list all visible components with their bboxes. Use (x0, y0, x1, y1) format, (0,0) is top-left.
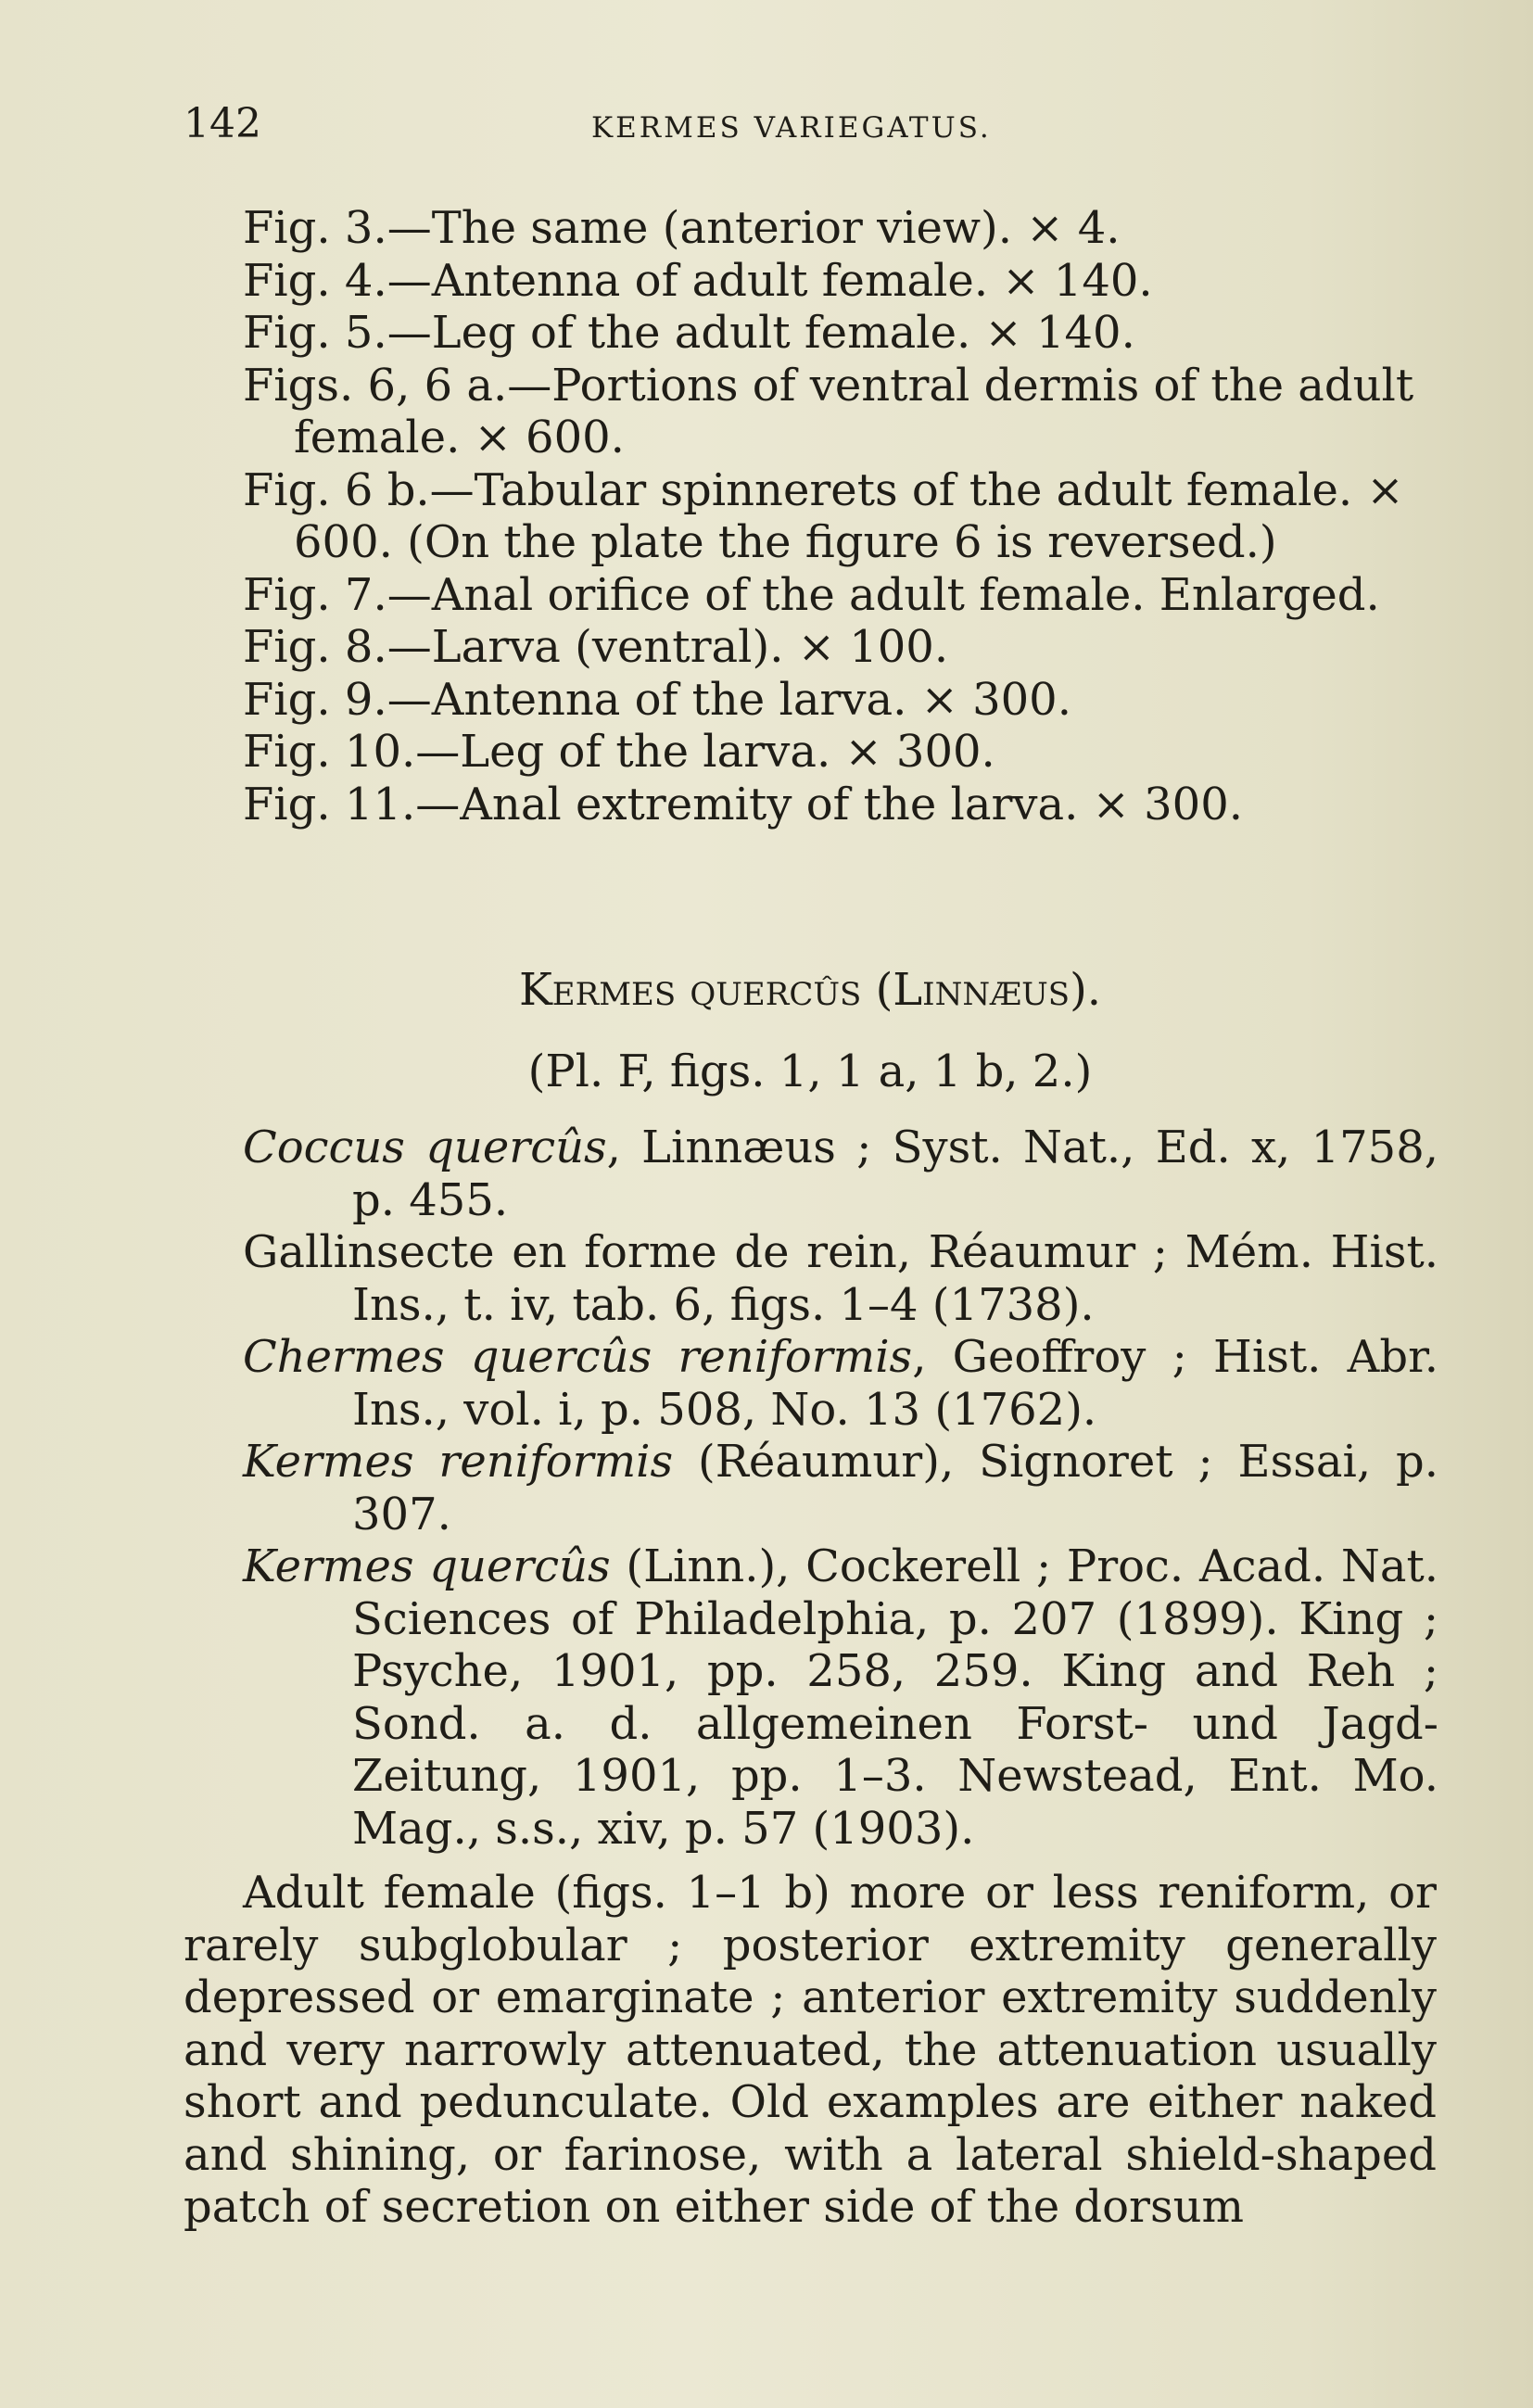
taxon-name: Coccus quercûs (243, 1122, 607, 1173)
synonymy-entry (243, 1436, 1438, 1540)
species-title: Kermes quercûs (Linnæus). (518, 964, 1102, 1016)
figure-legend-item: Fig. 8.—Larva (ventral). × 100. (243, 621, 949, 673)
plate-reference: (Pl. F, figs. 1, 1 a, 1 b, 2.) (527, 1046, 1093, 1097)
synonymy-entry (243, 1331, 1438, 1436)
running-head: KERMES VARIEGATUS. (591, 111, 992, 145)
citation: (Réaumur), Signoret ; Essai, p. 307. (352, 1436, 1438, 1540)
figure-legend-item: Fig. 11.—Anal extremity of the larva. × 300. (243, 778, 1243, 830)
synonymy-entry (243, 1122, 1438, 1226)
taxon-name: Kermes quercûs (243, 1540, 611, 1592)
figure-legend-item: Fig. 6 b.—Tabular spinnerets of the adult female. × 600. (On the plate the figure 6 is reversed.) (243, 463, 1404, 568)
figure-legend-item: Fig. 3.—The same (anterior view). × 4. (243, 202, 1121, 254)
page-header (184, 100, 1435, 156)
page-number: 142 (184, 100, 261, 147)
figure-legend-item: Fig. 5.—Leg of the adult female. × 140. (243, 307, 1135, 359)
description-paragraph: Adult female (figs. 1–1 b) more or less reniform, or rarely subglobular ; posterior extremity generally depressed or emarginate ; anterior extremity suddenly and very narrowly attenuated, the attenuation usually short and pedunculate. Old examples are either naked and shining, or farinose, with a lateral shield-shaped patch of secretion on either side of the dorsum (184, 1867, 1437, 2233)
synonymy-entry (243, 1226, 1438, 1331)
taxon-name: Kermes reniformis (243, 1436, 674, 1488)
citation: (Linn.), Cockerell ; Proc. Acad. Nat. Sciences of Philadelphia, p. 207 (1899). King ; Psyche, 1901, pp. 258, 259. King and Reh ; Sond. a. d. allgemeinen Forst- und Jagd-Zeitung, 1901, pp. 1–3. Newstead, Ent. Mo. Mag., s.s., xiv, p. 57 (1903). (352, 1540, 1439, 1855)
citation: Gallinsecte en forme de rein, Réaumur ; Mém. Hist. Ins., t. iv, tab. 6, figs. 1–4 (1738). (243, 1226, 1438, 1331)
species-heading (184, 962, 1437, 1099)
figure-legend-item: Figs. 6, 6 a.—Portions of ventral dermis of the adult female. × 600. (243, 359, 1414, 463)
figure-legend-list (243, 202, 1448, 830)
synonymy-entry (243, 1540, 1438, 1855)
figure-legend-item: Fig. 7.—Anal orifice of the adult female. Enlarged. (243, 568, 1380, 621)
synonymy-list (243, 1122, 1438, 1855)
figure-legend-item: Fig. 10.—Leg of the larva. × 300. (243, 726, 995, 778)
figure-legend-item: Fig. 4.—Antenna of adult female. × 140. (243, 254, 1153, 307)
figure-legend-item: Fig. 9.—Antenna of the larva. × 300. (243, 673, 1071, 726)
taxon-name: Chermes quercûs reniformis (243, 1331, 913, 1383)
citation: , Linnæus ; Syst. Nat., Ed. x, 1758, p. 455. (352, 1122, 1438, 1226)
citation: , Geoffroy ; Hist. Abr. Ins., vol. i, p. 508, No. 13 (1762). (352, 1331, 1438, 1436)
